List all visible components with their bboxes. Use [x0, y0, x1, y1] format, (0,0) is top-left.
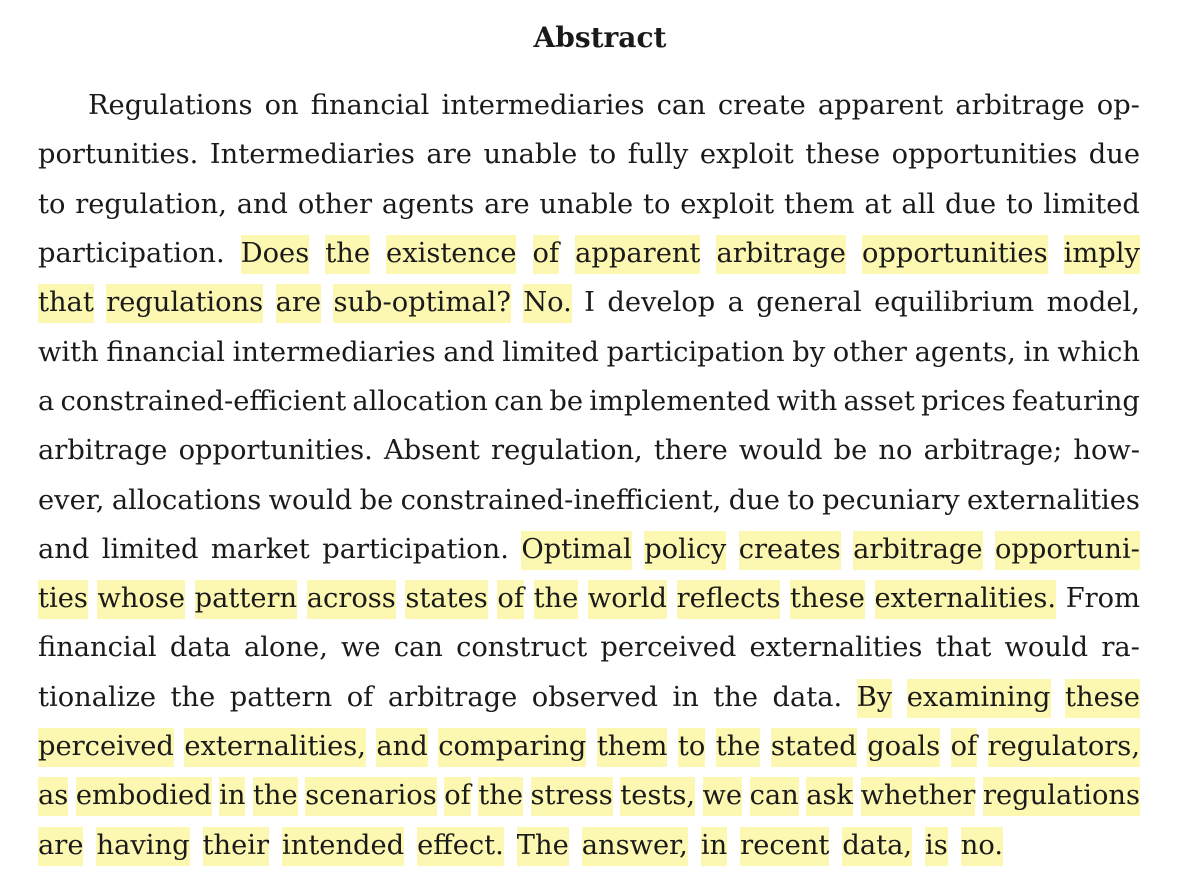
abstract-line [38, 624, 1140, 673]
word: would [268, 484, 353, 516]
word: data. [772, 681, 843, 713]
highlighted-word: the [478, 777, 523, 816]
word: there [653, 435, 728, 467]
highlighted-word: embodied [76, 777, 212, 816]
highlighted-word: answer, [582, 827, 688, 866]
word: regulation, [75, 188, 227, 220]
word: Intermediaries [209, 139, 415, 171]
word: financial [310, 90, 430, 122]
highlighted-word: Optimal [521, 531, 631, 570]
word: them [783, 188, 855, 220]
word: constrained-inefficient, [400, 484, 722, 516]
highlighted-word: By [857, 679, 892, 718]
word: arbitrage; [923, 435, 1063, 467]
highlighted-word: the [716, 728, 761, 767]
highlighted-word: ties [38, 580, 88, 619]
word: intermediaries [441, 90, 645, 122]
word: would [738, 435, 823, 467]
abstract-line [38, 279, 1140, 328]
word: op- [1096, 90, 1140, 122]
abstract-line [38, 378, 1140, 427]
word: Absent [384, 435, 480, 467]
word: can [494, 385, 544, 417]
word: participation. [322, 533, 509, 565]
word: ever, [38, 484, 105, 516]
word: be [549, 385, 584, 417]
abstract-line [38, 821, 1140, 870]
abstract-line [38, 131, 1140, 180]
abstract-body [38, 82, 1140, 871]
highlighted-word: policy [644, 531, 726, 570]
word: regulation, [491, 435, 643, 467]
word: limited [502, 336, 599, 368]
highlighted-word: are [276, 284, 321, 323]
word: the [713, 681, 759, 713]
word: I [584, 287, 595, 319]
word: From [1065, 583, 1140, 615]
word: these [805, 139, 881, 171]
word: perceived [600, 632, 737, 664]
highlighted-word: reflects [677, 580, 781, 619]
highlighted-word: these [1065, 679, 1140, 718]
word: agents [381, 188, 475, 220]
word: participation. [38, 238, 225, 270]
word: financial [38, 632, 157, 664]
word: we [341, 632, 381, 664]
word: featuring [1011, 385, 1140, 417]
highlighted-word: tests, [620, 777, 695, 816]
abstract-line [38, 328, 1140, 377]
word: general [756, 287, 862, 319]
word: ra- [1101, 632, 1140, 664]
highlighted-word: the [253, 777, 298, 816]
highlighted-word: no. [961, 827, 1003, 866]
word: due [1088, 139, 1140, 171]
highlighted-word: world [588, 580, 667, 619]
word: in [672, 681, 699, 713]
highlighted-word: regulations [106, 284, 263, 323]
word: and [38, 533, 90, 565]
abstract-line [38, 82, 1140, 131]
word: to [1006, 188, 1034, 220]
abstract-line [38, 181, 1140, 230]
word: arbitrage [955, 90, 1085, 122]
word: can [393, 632, 443, 664]
highlighted-word: stated [771, 728, 857, 767]
word: a [38, 385, 55, 417]
word: which [1057, 336, 1140, 368]
highlighted-word: whose [97, 580, 185, 619]
word: can [656, 90, 706, 122]
highlighted-word: them [597, 728, 668, 767]
highlighted-word: recent [740, 827, 829, 866]
word: fully [627, 139, 689, 171]
highlighted-word: these [790, 580, 865, 619]
word: allocation [352, 385, 488, 417]
abstract-line [38, 575, 1140, 624]
word: to [38, 188, 66, 220]
word: constrained-efficient [60, 385, 347, 417]
highlighted-word: Does [241, 235, 309, 274]
word: tionalize [38, 681, 156, 713]
abstract-heading: Abstract [533, 21, 667, 54]
word: equilibrium [874, 287, 1035, 319]
abstract-line [38, 526, 1140, 575]
highlighted-word: and [376, 728, 427, 767]
highlighted-word: comparing [438, 728, 586, 767]
word: no [878, 435, 913, 467]
highlighted-word: sub-optimal? [333, 284, 510, 323]
word: observed [531, 681, 658, 713]
highlighted-word: having [96, 827, 189, 866]
highlighted-word: as [38, 777, 68, 816]
highlighted-word: opportuni- [995, 531, 1140, 570]
word: apparent [817, 90, 944, 122]
highlighted-word: perceived [38, 728, 174, 767]
highlighted-word: to [678, 728, 705, 767]
word: with [776, 385, 838, 417]
word: to [787, 484, 815, 516]
word: pattern [229, 681, 333, 713]
highlighted-word: are [38, 827, 83, 866]
highlighted-word: of [497, 580, 524, 619]
highlighted-word: effect. [417, 827, 504, 866]
word: are [426, 139, 472, 171]
highlighted-word: across [307, 580, 396, 619]
highlighted-word: the [325, 235, 370, 274]
word: arbitrage [38, 435, 168, 467]
word: to [588, 139, 617, 171]
word: prices [921, 385, 1006, 417]
word: opportunities. [178, 435, 373, 467]
highlighted-word: can [750, 777, 799, 816]
highlighted-word: the [534, 580, 579, 619]
word: allocations [111, 484, 262, 516]
abstract-line [38, 772, 1140, 821]
word: be [833, 435, 868, 467]
highlighted-word: creates [739, 531, 841, 570]
word: and [236, 188, 289, 220]
word: intermediaries [232, 336, 436, 368]
word: unable [539, 188, 634, 220]
highlighted-word: that [38, 284, 94, 323]
highlighted-word: of [951, 728, 978, 767]
word: all [901, 188, 936, 220]
abstract-line [38, 674, 1140, 723]
highlighted-word: arbitrage [853, 531, 982, 570]
highlighted-word: is [925, 827, 948, 866]
highlighted-word: intended [282, 827, 404, 866]
word: to [643, 188, 671, 220]
word: participation [606, 336, 785, 368]
word: data [169, 632, 231, 664]
abstract-line [38, 230, 1140, 279]
word: model, [1046, 287, 1140, 319]
word: opportunities [891, 139, 1078, 171]
word: are [484, 188, 530, 220]
highlighted-word: pattern [195, 580, 297, 619]
word: how- [1073, 435, 1140, 467]
word: limited [101, 533, 199, 565]
word: limited [1043, 188, 1140, 220]
highlighted-word: stress [531, 777, 613, 816]
word: due [944, 188, 997, 220]
word: of [346, 681, 374, 713]
word: Regulations [88, 90, 253, 122]
word: alone, [244, 632, 328, 664]
highlighted-word: existence [386, 235, 516, 274]
highlighted-word: imply [1064, 235, 1140, 274]
highlighted-word: goals [867, 728, 940, 767]
word: exploit [699, 139, 794, 171]
word: that [935, 632, 992, 664]
highlighted-word: scenarios [305, 777, 437, 816]
word: construct [456, 632, 588, 664]
word: other [832, 336, 907, 368]
abstract-line [38, 723, 1140, 772]
highlighted-word: regulations [983, 777, 1140, 816]
word: pecuniary [822, 484, 960, 516]
word: develop [607, 287, 716, 319]
word: externalities [749, 632, 923, 664]
word: a [727, 287, 744, 319]
word: market [210, 533, 310, 565]
highlighted-word: of [444, 777, 471, 816]
word: portunities. [38, 139, 199, 171]
word: due [728, 484, 780, 516]
highlighted-word: externalities. [875, 580, 1057, 619]
word: the [170, 681, 216, 713]
highlighted-word: ask [806, 777, 853, 816]
highlighted-word: externalities, [184, 728, 366, 767]
word: would [1004, 632, 1089, 664]
highlighted-word: The [517, 827, 569, 866]
word: on [264, 90, 299, 122]
word: financial [106, 336, 225, 368]
word: unable [483, 139, 578, 171]
word: externalities [967, 484, 1140, 516]
highlighted-word: whether [861, 777, 976, 816]
word: with [38, 336, 99, 368]
word: implemented [589, 385, 771, 417]
word: other [297, 188, 373, 220]
word: create [717, 90, 806, 122]
highlighted-word: we [703, 777, 743, 816]
highlighted-word: their [203, 827, 269, 866]
highlighted-word: in [219, 777, 245, 816]
abstract-line [38, 427, 1140, 476]
word: by [792, 336, 826, 368]
highlighted-word: apparent [575, 235, 700, 274]
highlighted-word: opportunities [862, 235, 1048, 274]
word: asset [843, 385, 915, 417]
word: agents, [914, 336, 1016, 368]
abstract-line [38, 476, 1140, 525]
word: exploit [680, 188, 775, 220]
word: at [864, 188, 892, 220]
highlighted-word: in [701, 827, 727, 866]
highlighted-word: No. [523, 284, 572, 323]
highlighted-word: examining [907, 679, 1051, 718]
word: arbitrage [387, 681, 518, 713]
highlighted-word: of [533, 235, 560, 274]
highlighted-word: states [405, 580, 487, 619]
word: be [359, 484, 394, 516]
word: in [1023, 336, 1050, 368]
highlighted-word: data, [842, 827, 912, 866]
highlighted-word: regulators, [988, 728, 1140, 767]
highlighted-word: arbitrage [716, 235, 845, 274]
word: and [443, 336, 495, 368]
